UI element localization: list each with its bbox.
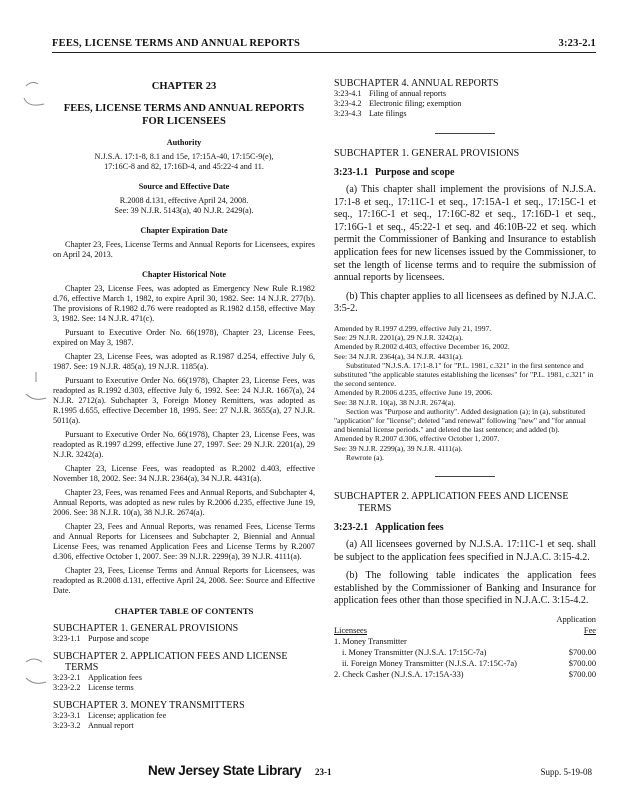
table-row: 2. Check Casher (N.J.S.A. 17:15A-33) $700.00 xyxy=(334,669,596,679)
history-paragraph: Pursuant to Executive Order No. 66(1978), Chapter 23, License Fees, expired on May 3, 1987. xyxy=(53,328,315,347)
section-paragraph: (a) All licensees governed by N.J.S.A. 17:11C-1 et seq. shall be subject to the application fees specified in N.J.A.C. 3:15-4.2. xyxy=(334,538,596,563)
history-paragraph: Pursuant to Executive Order No. 66(1978), Chapter 23, License Fees, was readopted as R.1992 d.303, effective July 6, 1992. See: 24 N.J.R. 1667(a), 24 N.J.R. 2712(a). Subchapter 3, Foreign Money Remitters, was adopted as R.1995 d.655, effective December 18, 1995. See: 27 N.J.R. 3655(a), 27 N.J.R. 5011(a). xyxy=(53,376,315,425)
left-column xyxy=(53,62,315,731)
table-row: 1. Money Transmitter xyxy=(334,636,407,646)
source-text: R.2008 d.131, effective April 24, 2008. See: 39 N.J.R. 5143(a), 40 N.J.R. 2429(a). xyxy=(114,196,254,215)
page-footer xyxy=(0,763,618,783)
header-title: FEES, LICENSE TERMS AND ANNUAL REPORTS xyxy=(52,38,301,49)
section-paragraph: (b) This chapter applies to all licensees as defined by N.J.A.C. 3:5-2. xyxy=(334,290,596,315)
toc-entry[interactable]: 3:23-4.1 Filing of annual reports xyxy=(334,89,447,98)
chapter-number: CHAPTER 23 xyxy=(151,81,217,92)
supplement-date: Supp. 5-19-08 xyxy=(540,767,592,777)
history-paragraph: Chapter 23, License Fees, was readopted as R.2002 d.403, effective November 18, 2002. See: 34 N.J.R. 2364(a), 34 N.J.R. 4431(a). xyxy=(53,464,315,483)
toc-entry[interactable]: 3:23-4.2 Electronic filing; exemption xyxy=(334,99,462,108)
toc-entry[interactable]: 3:23-4.3 Late filings xyxy=(334,109,407,118)
licensees-header: Licensees xyxy=(334,625,368,635)
section-divider xyxy=(435,476,495,477)
section-history: Amended by R.1997 d.299, effective July 21, 1997. See: 29 N.J.R. 2201(a), 29 N.J.R. 3242(a). Amended by R.2002 d.403, effective December 16, 2002. See: 34 N.J.R. 2364(a), 34 N.J.R. 4431(a). Substituted "N.J.S.A. 17:1-8.1" for "P.L. 1981, c.321" in the first sentence and substituted "the applicable statutes establishing the licenses" for "P.L. 1981, c.321" in the second sentence. Amended by R.2006 d.235, effective June 19, 2006. See: 38 N.J.R. 10(a), 38 N.J.R. 2674(a). Section was "Purpose and authority". Added designation (a); in (a), substituted "application" for "license"; deleted "and renewal" following "new" and "for annual and biennial license periods." and deleted the last sentence; and added (b). Amended by R.2007 d.306, effective October 1, 2007. See: 39 N.J.R. 2299(a), 39 N.J.R. 4111(a). Rewrote (a). xyxy=(334,323,594,462)
expiration-heading: Chapter Expiration Date xyxy=(140,226,228,235)
toc-heading: CHAPTER TABLE OF CONTENTS xyxy=(114,606,254,616)
section-heading: 3:23-2.1 Application fees xyxy=(334,521,444,533)
section-heading: 3:23-1.1 Purpose and scope xyxy=(334,167,455,178)
toc-entry[interactable]: 3:23-2.1 Application fees xyxy=(53,673,142,682)
section-divider xyxy=(435,133,495,134)
authority-heading: Authority xyxy=(166,138,202,147)
toc-subchapter[interactable]: SUBCHAPTER 4. ANNUAL REPORTS xyxy=(334,78,499,89)
source-heading: Source and Effective Date xyxy=(138,182,230,191)
expiration-text: Chapter 23, Fees, License Terms and Annual Reports for Licensees, expires on April 24, 2013. xyxy=(53,240,315,259)
authority-text: N.J.S.A. 17:1-8, 8.1 and 15e, 17:15A-40, 17:15C-9(e), 17:16C-8 and 82, 17:16D-4, and 45:22-4 and 11. xyxy=(94,152,274,171)
history-paragraph: Chapter 23, License Fees, was adopted as Emergency New Rule R.1982 d.76, effective March 1, 1982, to expire April 30, 1982. See: 14 N.J.R. 277(b). The provisions of R.1982 d.76 were readopted as R.1982 d.158, effective May 3, 1982. See: 14 N.J.R. 471(c). xyxy=(53,284,315,323)
library-stamp: New Jersey State Library xyxy=(148,763,302,778)
section-paragraph: (a) This chapter shall implement the provisions of N.J.S.A. 17:1-8 et seq., 17:11C-1 et seq., 17:15A-1 et seq., 17:15C-1 et seq., 17:16C-1 et seq., 17:16C-82 et seq., 17:16D-1 et seq., 17:16G-1 et seq., 45:22-1 et seq. and 46:10B-22 et seq. which permit the Commissioner of Banking and Insurance to establish application fees for new licenses issued by the Commissioner, to set the length of license terms and to require the submission of annual reports by licensees. xyxy=(334,184,596,284)
toc-entry[interactable]: 3:23-1.1 Purpose and scope xyxy=(53,634,149,643)
punch-mark-icon xyxy=(22,652,52,692)
history-paragraph: Chapter 23, Fees and Annual Reports, was renamed Fees, License Terms and Annual Reports for Licensees and Subchapter 2, Biennial and Annual License Fees, was renamed Application Fees and License Terms by R.2007 d.306, effective October 1, 2007. See: 39 N.J.R. 2299(a), 39 N.J.R. 4111(a). xyxy=(53,522,315,561)
toc-subchapter[interactable]: SUBCHAPTER 2. APPLICATION FEES AND LICENSE TERMS xyxy=(53,651,288,673)
section-paragraph: (b) The following table indicates the application fees established by the Commissioner of Banking and Insurance for application fees other than those specified in N.J.A.C. 3:15-4.2. xyxy=(334,570,596,607)
table-row: ii. Foreign Money Transmitter (N.J.S.A. 17:15C-7a) $700.00 xyxy=(342,658,596,668)
history-paragraph: Chapter 23, Fees, was renamed Fees and Annual Reports, and Subchapter 4, Annual Reports, was adopted as new rules by R.2006 d.235, effective June 19, 2006. See: 38 N.J.R. 10(a), 38 N.J.R. 2674(a). xyxy=(53,488,315,517)
punch-mark-icon xyxy=(22,78,52,112)
fee-table xyxy=(334,614,596,680)
fee-header: Application xyxy=(556,614,596,624)
table-header-row xyxy=(334,625,596,636)
chapter-title: FEES, LICENSE TERMS AND ANNUAL REPORTS FOR LICENSEES xyxy=(63,103,305,127)
toc-entry[interactable]: 3:23-3.2 Annual report xyxy=(53,721,134,730)
table-header-row xyxy=(334,614,596,625)
toc-entry[interactable]: 3:23-3.1 License; application fee xyxy=(53,711,167,720)
header-section: 3:23-2.1 xyxy=(558,38,596,49)
history-paragraph: Pursuant to Executive Order No. 66(1978), Chapter 23, License Fees, was readopted as R.1997 d.299, effective June 27, 1997. See: 29 N.J.R. 2201(a), 29 N.J.R. 3242(a). xyxy=(53,430,315,459)
punch-mark-icon xyxy=(22,368,52,408)
subchapter-heading: SUBCHAPTER 2. APPLICATION FEES AND LICENSE TERMS xyxy=(334,490,569,514)
right-column xyxy=(334,78,596,680)
history-paragraph: Chapter 23, License Fees, was adopted as R.1987 d.254, effective July 6, 1987. See: 19 N.J.R. 485(a), 19 N.J.R. 1185(a). xyxy=(53,352,315,371)
subchapter-heading: SUBCHAPTER 1. GENERAL PROVISIONS xyxy=(334,148,520,159)
table-row: i. Money Transmitter (N.J.S.A. 17:15C-7a) $700.00 xyxy=(342,647,596,657)
running-header xyxy=(52,38,596,53)
toc-subchapter[interactable]: SUBCHAPTER 3. MONEY TRANSMITTERS xyxy=(53,700,245,711)
history-paragraph: Chapter 23, Fees, License Terms and Annual Reports for Licensees, was readopted as R.2008 d.131, effective April 24, 2008. See: Source and Effective Date. xyxy=(53,566,315,595)
fee-header: Fee xyxy=(583,625,596,635)
toc-subchapter[interactable]: SUBCHAPTER 1. GENERAL PROVISIONS xyxy=(53,623,239,634)
history-heading: Chapter Historical Note xyxy=(142,270,226,279)
page-number: 23-1 xyxy=(315,767,332,777)
toc-entry[interactable]: 3:23-2.2 License terms xyxy=(53,683,134,692)
